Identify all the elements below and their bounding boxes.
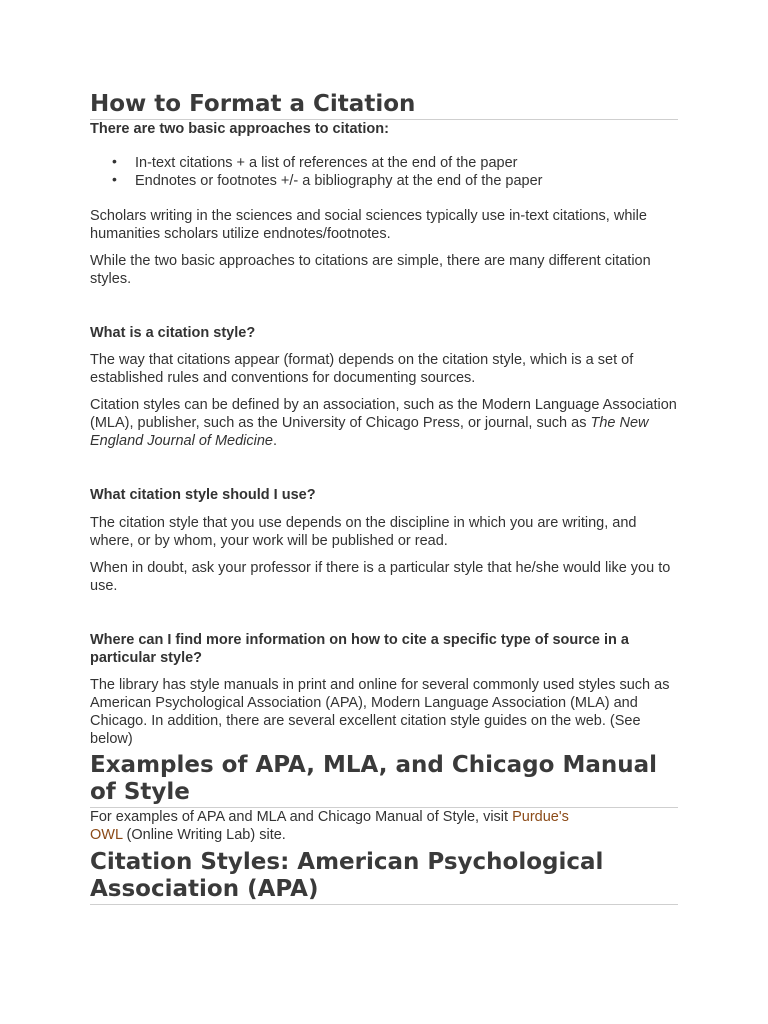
- list-item: [90, 172, 678, 190]
- list-item-text: Endnotes or footnotes +/- a bibliography at the end of the paper: [135, 173, 543, 189]
- bullet-icon: •: [112, 171, 117, 187]
- heading-examples: Examples of APA, MLA, and Chicago Manual of Style: [90, 752, 678, 808]
- purdue-owl-link[interactable]: Purdue's OWL: [90, 809, 569, 843]
- heading-format-citation: How to Format a Citation: [90, 91, 678, 120]
- para-when-in-doubt: When in doubt, ask your professor if there is a particular style that he/she would like you to use.: [90, 560, 671, 594]
- approaches-list: [90, 154, 678, 190]
- examples-text: For examples of APA and MLA and Chicago Manual of Style, visit: [90, 809, 513, 825]
- question-where-more-info: Where can I find more information on how to cite a specific type of source in a particular style?: [90, 632, 629, 666]
- list-item-text: In-text citations + a list of references at the end of the paper: [135, 155, 518, 171]
- bullet-icon: •: [112, 153, 117, 169]
- para-sciences: Scholars writing in the sciences and social sciences typically use in-text citations, while humanities scholars utilize endnotes/footnotes.: [90, 208, 647, 242]
- document-page: [90, 0, 678, 905]
- para-style-depends: The citation style that you use depends on the discipline in which you are writing, and where, or by whom, your work will be published or read.: [90, 515, 637, 549]
- para-defined-end: .: [272, 433, 278, 449]
- examples-text-end: (Online Writing Lab) site.: [122, 827, 286, 843]
- question-which-style: What citation style should I use?: [90, 487, 316, 503]
- para-defined-text: Citation styles can be defined by an association, such as the Modern Language Association (MLA), publisher, such as the University of Chicago Press, or journal, such as: [90, 397, 677, 431]
- question-what-is-citation-style: What is a citation style?: [90, 325, 256, 341]
- para-way-citations-appear: The way that citations appear (format) depends on the citation style, which is a set of established rules and conventions for documenting sources.: [90, 352, 634, 386]
- para-simple: While the two basic approaches to citations are simple, there are many different citation styles.: [90, 253, 651, 287]
- journal-title: The New England Journal of Medicine: [90, 415, 649, 449]
- para-examples: [90, 808, 600, 844]
- list-item: [90, 154, 678, 172]
- intro-bold-text: There are two basic approaches to citation:: [90, 121, 389, 137]
- para-citation-styles-defined: [90, 396, 678, 450]
- heading-apa: Citation Styles: American Psychological Association (APA): [90, 849, 678, 905]
- para-library-manuals: The library has style manuals in print and online for several commonly used styles such as American Psychological Association (APA), Modern Language Association (MLA) and Chicago. In addition, there are several excellent citation style guides on the web. (See below): [90, 677, 670, 747]
